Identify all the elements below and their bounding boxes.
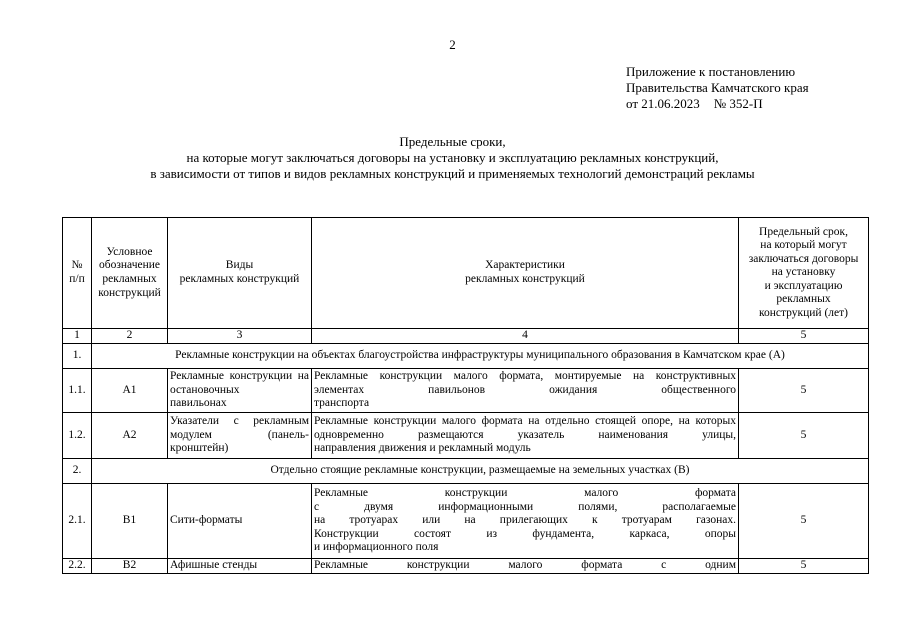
- row-number: 1.1.: [63, 369, 92, 413]
- section-number: 1.: [63, 344, 92, 369]
- row-description: Рекламные конструкции малого формата с одним: [312, 559, 739, 574]
- appendix-date: от 21.06.2023: [626, 96, 700, 111]
- row-term: 5: [739, 413, 869, 459]
- row-term: 5: [739, 369, 869, 413]
- row-kind: Рекламные конструкции на остановочных павильонах: [168, 369, 312, 413]
- row-kind: Указатели с рекламным модулем (панель- кронштейн): [168, 413, 312, 459]
- appendix-number: № 352-П: [713, 96, 763, 111]
- header-code: Условное обозначение рекламных конструкций: [92, 218, 168, 329]
- row-description: Рекламные конструкции малого формата, монтируемые на конструктивных элементах павильонов ожидания общественного транспорта: [312, 369, 739, 413]
- row-description: Рекламные конструкции малого формата с двумя информационными полями, располагаемые на тротуарах или на прилегающих к тротуарам газонах. Конструкции состоят из фундамента, каркаса, опоры и информационного поля: [312, 484, 739, 559]
- appendix-block: [626, 64, 809, 112]
- row-code: В1: [92, 484, 168, 559]
- page-number: 2: [449, 37, 456, 52]
- appendix-line-1: Приложение к постановлению: [626, 64, 796, 79]
- column-number-row: [63, 329, 869, 344]
- row-term: 5: [739, 484, 869, 559]
- table-row: [63, 484, 869, 559]
- appendix-date-line: [626, 96, 809, 112]
- table-row: [63, 413, 869, 459]
- column-number: 4: [312, 329, 739, 344]
- row-code: А2: [92, 413, 168, 459]
- column-number: 1: [63, 329, 92, 344]
- row-number: 2.2.: [63, 559, 92, 574]
- column-number: 5: [739, 329, 869, 344]
- title-line-1: Предельные сроки,: [399, 134, 506, 149]
- table-row: [63, 559, 869, 574]
- column-number: 3: [168, 329, 312, 344]
- row-kind: Афишные стенды: [168, 559, 312, 574]
- header-kind: Виды рекламных конструкций: [168, 218, 312, 329]
- row-code: В2: [92, 559, 168, 574]
- section-row: [63, 459, 869, 484]
- column-number: 2: [92, 329, 168, 344]
- section-title: Отдельно стоящие рекламные конструкции, размещаемые на земельных участках (В): [92, 459, 869, 484]
- title-line-2: на которые могут заключаться договоры на установку и эксплуатацию рекламных конструкций,: [186, 150, 719, 165]
- section-row: [63, 344, 869, 369]
- row-description: Рекламные конструкции малого формата на отдельно стоящей опоре, на которых одновременно размещаются указатель наименования улицы, направления движения и рекламный модуль: [312, 413, 739, 459]
- header-term: Предельный срок, на который могут заключаться договоры на установку и эксплуатацию рекламных конструкций (лет): [739, 218, 869, 329]
- row-code: А1: [92, 369, 168, 413]
- row-kind: Сити-форматы: [168, 484, 312, 559]
- title-line-3: в зависимости от типов и видов рекламных конструкций и применяемых технологий демонстраций рекламы: [150, 166, 755, 181]
- document-title: [0, 134, 905, 182]
- section-title: Рекламные конструкции на объектах благоустройства инфраструктуры муниципального образования в Камчатском крае (А): [92, 344, 869, 369]
- appendix-line-2: Правительства Камчатского края: [626, 80, 809, 95]
- row-number: 2.1.: [63, 484, 92, 559]
- header-number: № п/п: [63, 218, 92, 329]
- terms-table: [62, 217, 869, 574]
- row-term: 5: [739, 559, 869, 574]
- table-row: [63, 369, 869, 413]
- table-header-row: [63, 218, 869, 329]
- row-number: 1.2.: [63, 413, 92, 459]
- section-number: 2.: [63, 459, 92, 484]
- header-characteristics: Характеристики рекламных конструкций: [312, 218, 739, 329]
